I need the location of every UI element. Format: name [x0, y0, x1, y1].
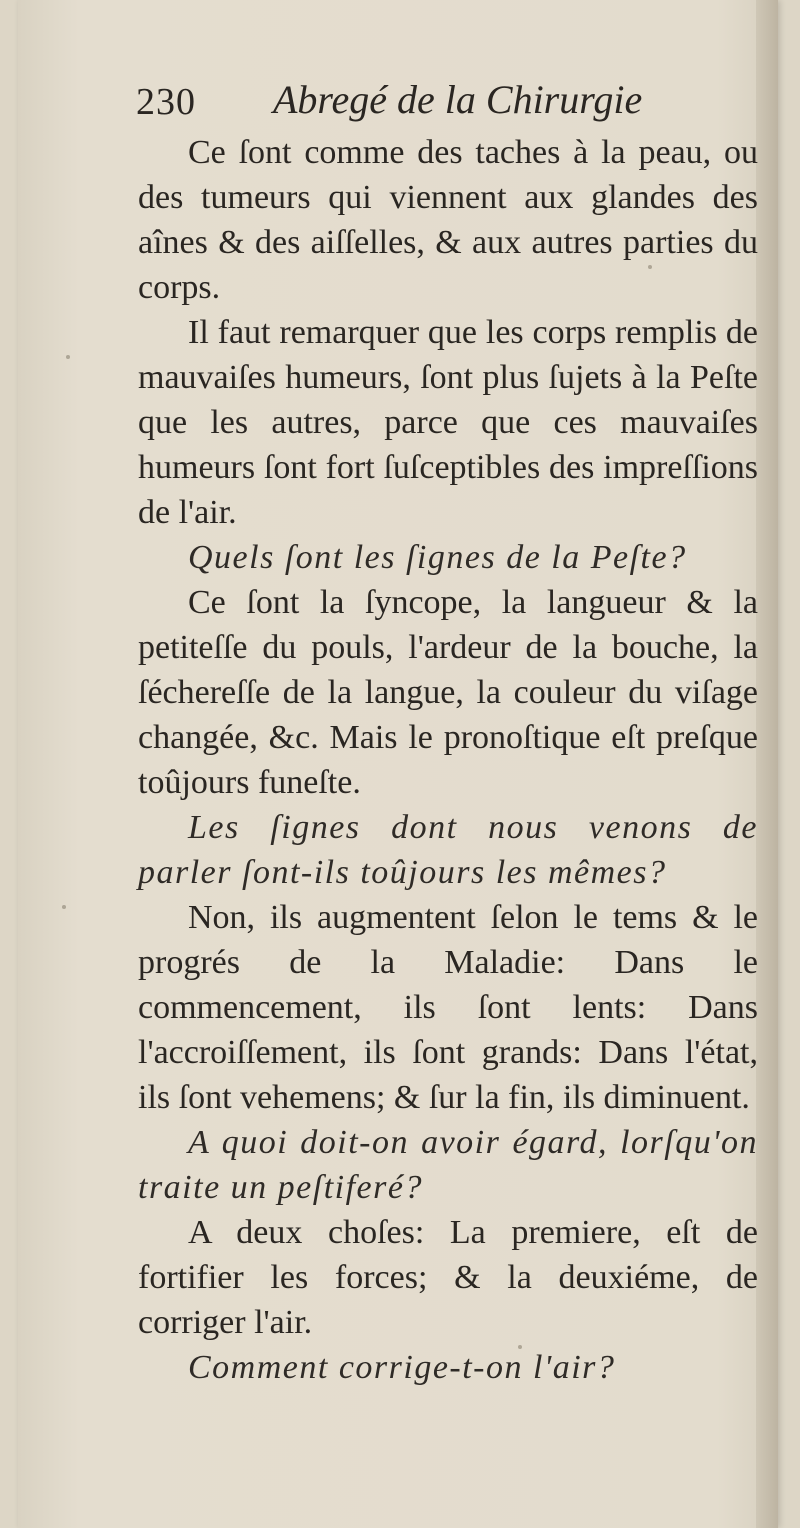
answer-signs-always-same: Non, ils augmentent ſelon le tems & le progrés de la Maladie: Dans le commencement, ils ſont lents: Dans l'accroiſſement, ils ſont grands: Dans l'état, ils ſont vehemens; & ſur la fin, ils diminuent.	[138, 899, 758, 1116]
paper-speck	[66, 355, 70, 359]
running-title: Abregé de la Chirurgie	[273, 77, 643, 122]
body-text	[138, 130, 758, 1390]
paragraph-plague-signs-description: Ce ſont comme des taches à la peau, ou des tumeurs qui viennent aux glandes des aînes & des aiſſelles, & aux autres parties du corps.	[138, 134, 758, 306]
question-correcting-air: Comment corrige-t-on l'air?	[188, 1349, 616, 1386]
page-edge	[756, 0, 778, 1528]
paper-speck	[518, 1345, 522, 1349]
answer-signs-of-plague: Ce ſont la ſyncope, la langueur & la petiteſſe du pouls, l'ardeur de la bouche, la ſéchereſſe de la langue, la couleur du viſage changée, &c. Mais le pronoſtique eſt preſque toûjours funeſte.	[138, 584, 758, 801]
page-number: 230	[136, 81, 196, 123]
paragraph-bad-humours: Il faut remarquer que les corps remplis de mauvaiſes humeurs, ſont plus ſujets à la Peſte que les autres, parce que ces mauvaiſes humeurs ſont fort ſuſceptibles des impreſſions de l'air.	[138, 314, 758, 531]
paper-speck	[648, 265, 652, 269]
paper-speck	[62, 905, 66, 909]
book-page	[18, 0, 778, 1528]
question-treating-plague: A quoi doit-on avoir égard, lorſqu'on traite un peſtiferé?	[138, 1124, 758, 1206]
answer-treating-plague: A deux choſes: La premiere, eſt de fortifier les forces; & la deuxiéme, de corriger l'air.	[138, 1214, 758, 1341]
question-signs-of-plague: Quels ſont les ſignes de la Peſte?	[188, 539, 687, 576]
page-header	[118, 72, 698, 132]
question-signs-always-same: Les ſignes dont nous venons de parler ſont-ils toûjours les mêmes?	[138, 809, 758, 891]
